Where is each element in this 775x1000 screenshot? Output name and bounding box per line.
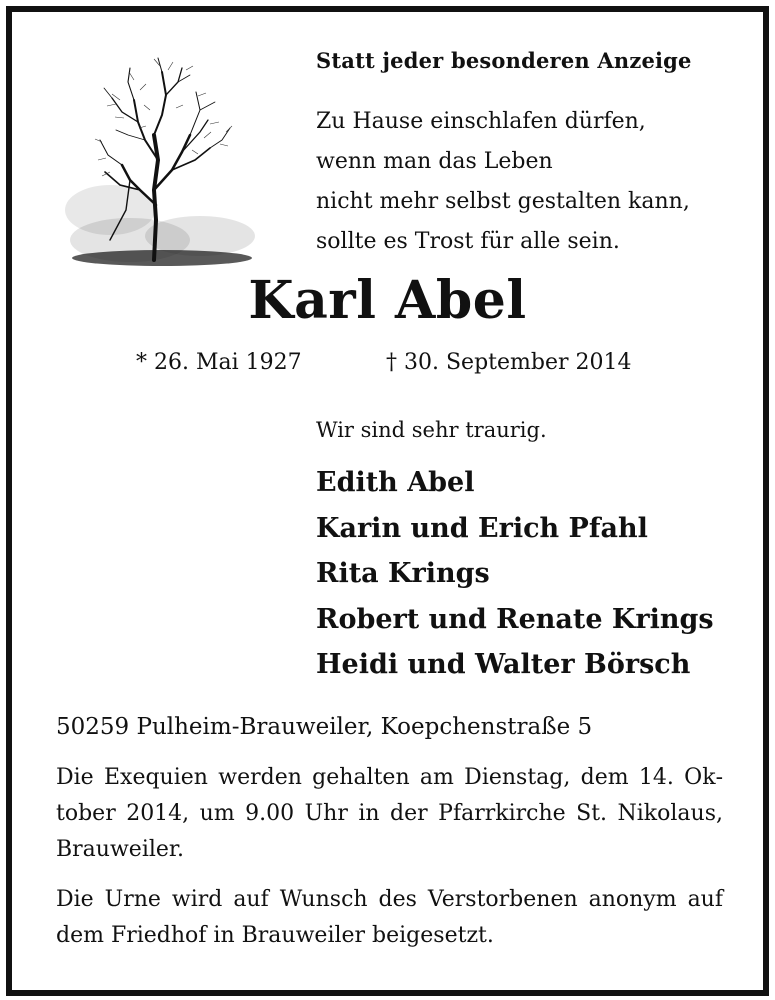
birth-date: * 26. Mai 1927 xyxy=(136,350,302,375)
mourner-name: Karin und Erich Pfahl xyxy=(316,512,648,544)
death-date: † 30. September 2014 xyxy=(386,350,632,375)
verse-line: wenn man das Leben xyxy=(316,149,553,174)
notice-heading: Statt jeder besonderen Anzeige xyxy=(316,48,692,73)
verse-line: nicht mehr selbst gestalten kann, xyxy=(316,189,690,214)
family-address: 50259 Pulheim-Brauweiler, Koepchenstraße 5 xyxy=(56,714,593,740)
mourner-name: Rita Krings xyxy=(316,558,490,589)
urn-burial-note: Die Urne wird auf Wunsch des Verstorbenen anonym auf dem Friedhof in Brauweiler beigesetzt. xyxy=(56,887,723,948)
verse-line: sollte es Trost für alle sein. xyxy=(316,229,620,254)
mourner-list xyxy=(316,460,714,688)
deceased-name: Karl Abel xyxy=(248,270,527,331)
verse-line: Zu Hause einschlafen dürfen, xyxy=(316,109,646,134)
mourner-name: Heidi und Walter Börsch xyxy=(316,649,691,680)
grief-statement: Wir sind sehr traurig. xyxy=(316,418,547,442)
memorial-verse xyxy=(316,102,690,262)
mourner-name: Edith Abel xyxy=(316,467,475,498)
mourner-name: Robert und Renate Krings xyxy=(316,603,714,635)
ground-shadow xyxy=(65,185,255,266)
tree-illustration xyxy=(50,40,280,290)
service-details: Die Exequien werden gehalten am Dienstag, dem 14. Oktober 2014, um 9.00 Uhr in der Pfarrkirche St. Nikolaus, Brauweiler. xyxy=(56,765,723,862)
